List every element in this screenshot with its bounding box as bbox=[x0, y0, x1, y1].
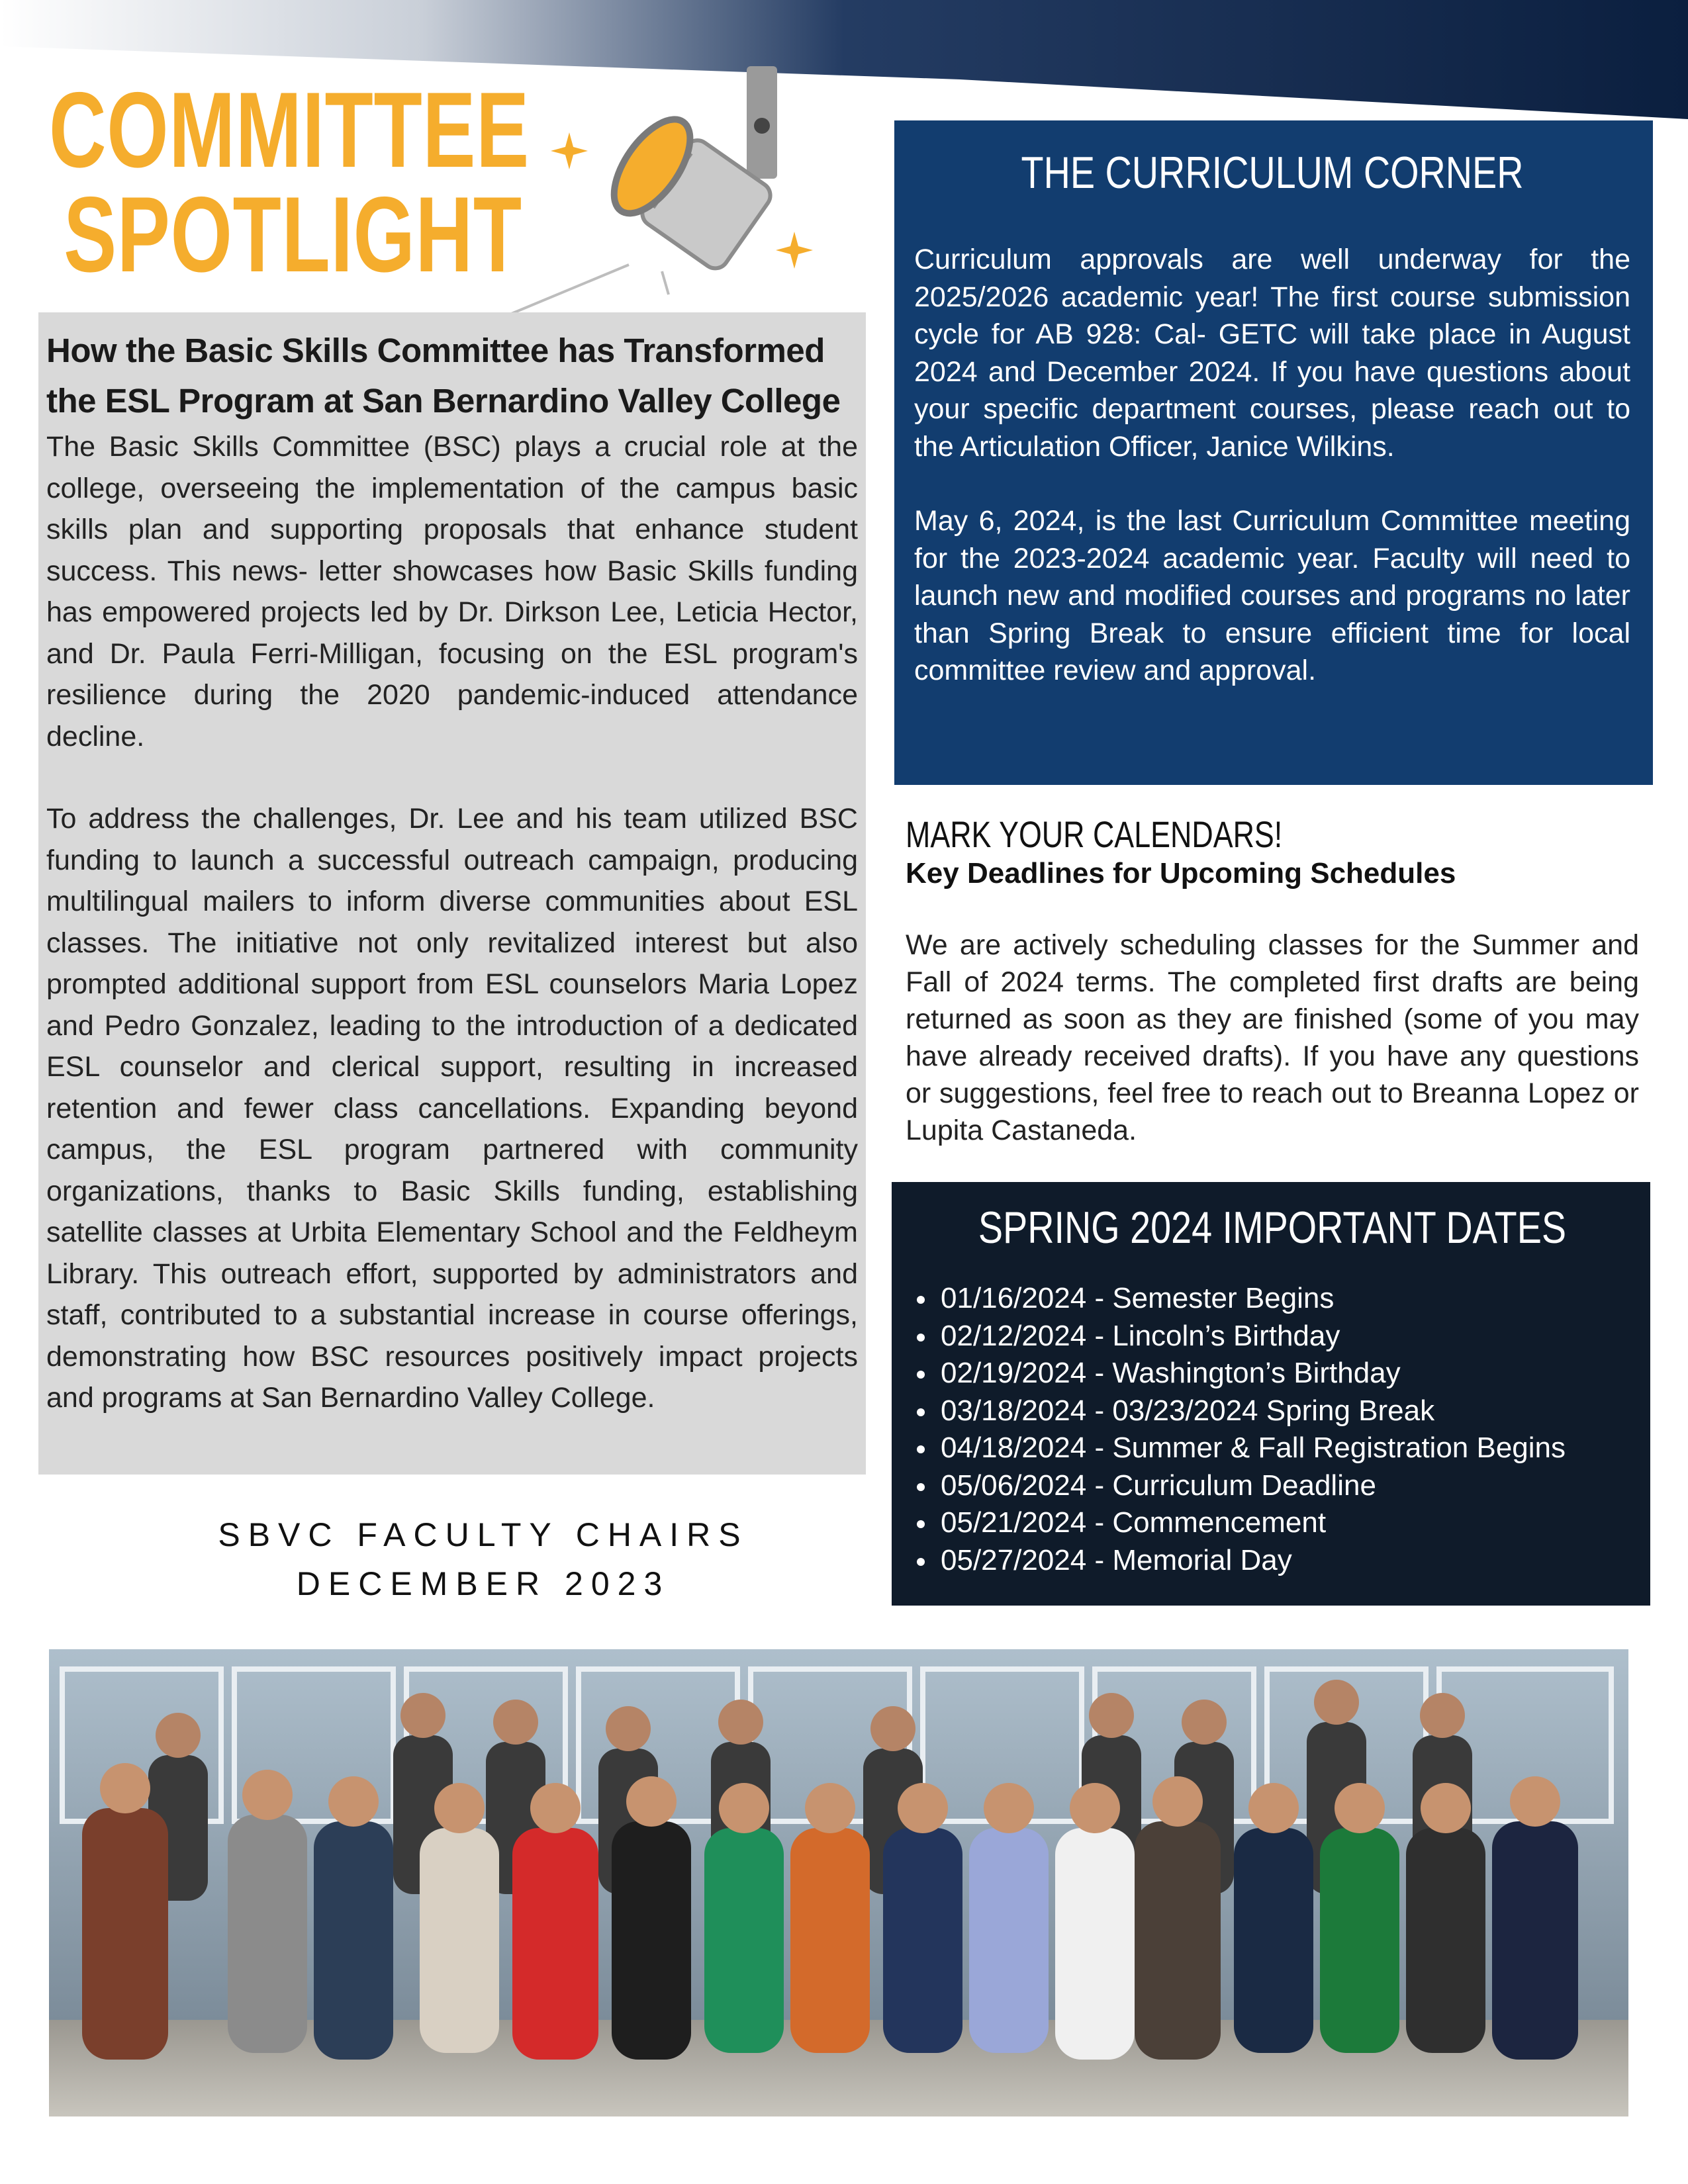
dates-list bbox=[908, 1280, 1637, 1579]
date-item: 01/16/2024 - Semester Begins bbox=[908, 1280, 1637, 1318]
masthead-title-line2: SPOTLIGHT bbox=[64, 175, 522, 295]
calendar-section bbox=[906, 811, 1639, 1149]
article-headline: How the Basic Skills Committee has Transformed the ESL Program at San Bernardino Valley College bbox=[46, 332, 841, 420]
date-item: 05/21/2024 - Commencement bbox=[908, 1504, 1637, 1542]
curriculum-corner bbox=[894, 120, 1653, 785]
date-item: 05/06/2024 - Curriculum Deadline bbox=[908, 1467, 1637, 1505]
group-photo bbox=[49, 1649, 1628, 2116]
article-body bbox=[46, 426, 858, 1419]
calendar-body: We are actively scheduling classes for the Summer and Fall of 2024 terms. The completed first drafts are being returned as soon as they are finished (some of you may have already received drafts). If you have any questions or suggestions, feel free to reach out to Breanna Lopez or Lupita Castaneda. bbox=[906, 929, 1639, 1146]
sparkle-icon bbox=[551, 132, 588, 169]
beam-line-icon bbox=[662, 271, 669, 295]
curriculum-heading: THE CURRICULUM CORNER bbox=[1021, 148, 1524, 198]
newsletter-caption bbox=[199, 1510, 768, 1608]
masthead-title-line1: COMMITTEE bbox=[49, 70, 530, 190]
date-item: 02/12/2024 - Lincoln’s Birthday bbox=[908, 1318, 1637, 1355]
spotlight-bolt-icon bbox=[754, 118, 770, 134]
article-paragraph-2: To address the challenges, Dr. Lee and his team utilized BSC funding to launch a successful outreach campaign, producing multilingual mailers to inform diverse communities about ESL classes. The initiative not only revitalized interest but also prompted additional support from ESL counselors Maria Lopez and Pedro Gonzalez, leading to the introduction of a dedicated ESL counselor and clerical support, resulting in increased retention and fewer class cancellations. Expanding beyond campus, the ESL program partnered with community organizations, thanks to Basic Skills funding, establishing satellite classes at Urbita Elementary School and the Feldheym Library. This outreach effort, supported by administrators and staff, contributed to a substantial increase in course offerings, demonstrating how BSC resources positively impact projects and programs at San Bernardino Valley College. bbox=[46, 803, 858, 1414]
masthead-title bbox=[49, 70, 530, 295]
important-dates bbox=[892, 1182, 1650, 1606]
curriculum-paragraph-1: Curriculum approvals are well underway for the 2025/2026 academic year! The first course submission cycle for AB 928: Cal- GETC will take place in August 2024 and December 2024. If you have questions about your specific department courses, please reach out to the Articulation Officer, Janice Wilkins. bbox=[914, 244, 1630, 463]
sparkle-icon bbox=[776, 232, 813, 269]
date-item: 03/18/2024 - 03/23/2024 Spring Break bbox=[908, 1392, 1637, 1430]
spotlight-illustration bbox=[503, 53, 847, 331]
calendar-subtitle: Key Deadlines for Upcoming Schedules bbox=[906, 857, 1456, 889]
beam-line-icon bbox=[510, 265, 629, 314]
dates-heading: SPRING 2024 IMPORTANT DATES bbox=[978, 1203, 1567, 1253]
caption-line-1: SBVC FACULTY CHAIRS bbox=[218, 1516, 749, 1553]
caption-line-2: DECEMBER 2023 bbox=[296, 1565, 671, 1602]
calendar-title: MARK YOUR CALENDARS! bbox=[906, 813, 1283, 855]
article-paragraph-1: The Basic Skills Committee (BSC) plays a crucial role at the college, overseeing the implementation of the campus basic skills plan and supporting proposals that enhance student success. This news- letter showcases how Basic Skills funding has empowered projects led by Dr. Dirkson Lee, Leticia Hector, and Dr. Paula Ferri-Milligan, focusing on the ESL program's resilience during the 2020 pandemic-induced attendance decline. bbox=[46, 431, 858, 752]
date-item: 04/18/2024 - Summer & Fall Registration Begins bbox=[908, 1430, 1637, 1467]
date-item: 02/19/2024 - Washington’s Birthday bbox=[908, 1355, 1637, 1392]
committee-article bbox=[38, 312, 866, 1475]
date-item: 05/27/2024 - Memorial Day bbox=[908, 1542, 1637, 1580]
curriculum-paragraph-2: May 6, 2024, is the last Curriculum Committee meeting for the 2023-2024 academic year. Faculty will need to launch new and modified courses and programs no later than Spring Break to ensure efficient time for local committee review and approval. bbox=[914, 505, 1630, 686]
